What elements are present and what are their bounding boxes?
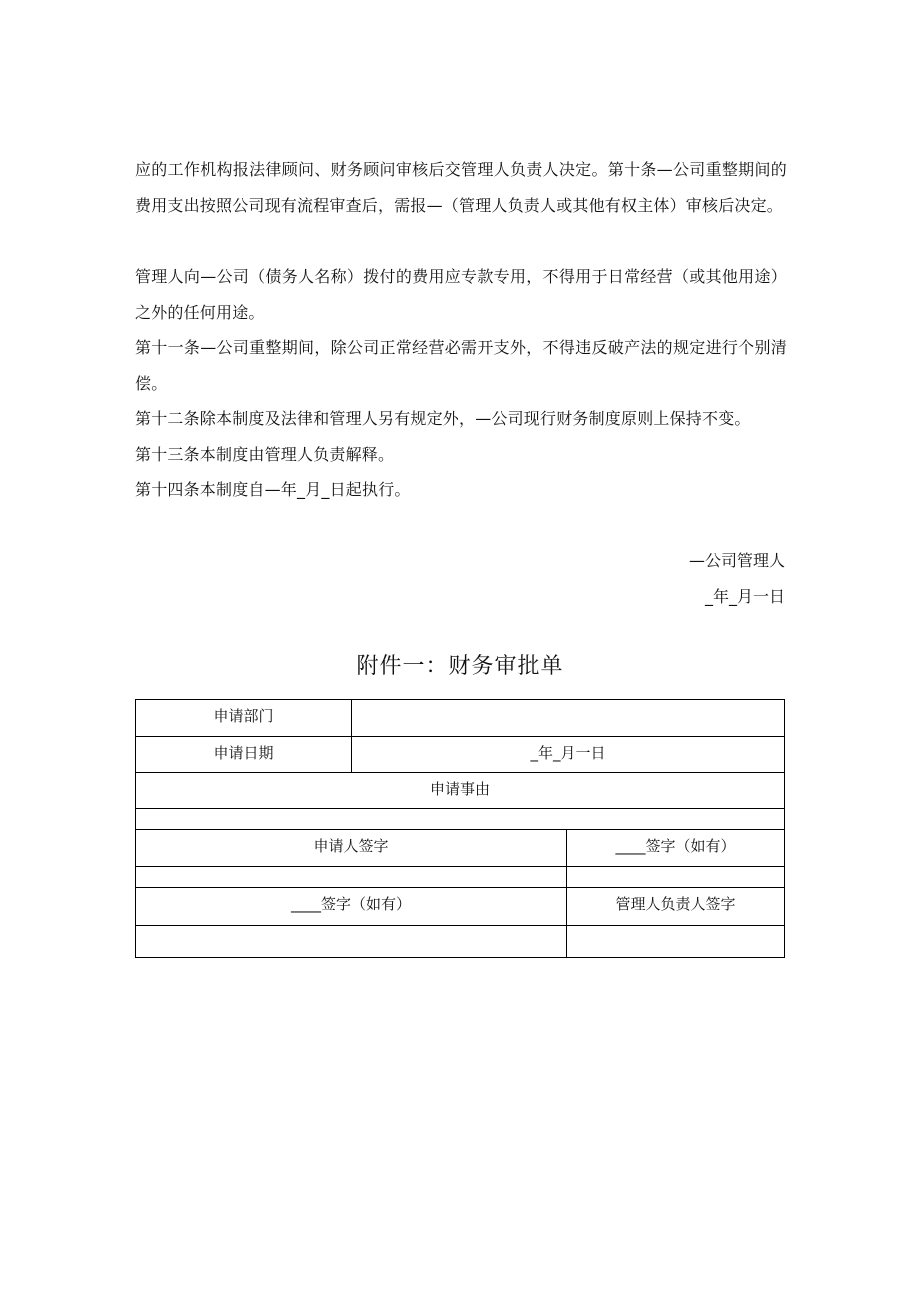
reason-value-cell[interactable] bbox=[135, 808, 785, 830]
date-value: _年_月一日 bbox=[530, 744, 606, 762]
reason-label-cell bbox=[135, 772, 785, 809]
other-sign-label-2: ____签字（如有） bbox=[290, 895, 411, 913]
manager-sign-label: 管理人负责人签字 bbox=[615, 895, 736, 913]
paragraph-5: 第十三条本制度由管理人负责解释。 bbox=[135, 445, 395, 464]
other-sign-cell-2[interactable] bbox=[135, 925, 567, 958]
paragraph-2: 管理人向—公司（债务人名称）拨付的费用应专款专用，不得用于日常经营（或其他用途）之外的任何用途。 bbox=[135, 267, 787, 322]
date-label: 申请日期 bbox=[213, 744, 274, 762]
date-label-cell bbox=[135, 736, 352, 773]
dept-value-cell[interactable] bbox=[351, 699, 785, 737]
date-value-cell[interactable] bbox=[351, 736, 785, 773]
dept-label: 申请部门 bbox=[213, 707, 274, 725]
other-sign-cell-1[interactable] bbox=[566, 866, 785, 888]
other-sign-label-cell-2 bbox=[135, 887, 567, 926]
reason-label: 申请事由 bbox=[429, 780, 490, 798]
signature-org: —公司管理人 bbox=[688, 551, 785, 570]
manager-sign-label-cell bbox=[566, 887, 785, 926]
applicant-sign-label: 申请人签字 bbox=[313, 837, 389, 855]
paragraph-6: 第十四条本制度自—年_月_日起执行。 bbox=[135, 480, 411, 499]
other-sign-label-1: ____签字（如有） bbox=[615, 837, 736, 855]
manager-sign-cell[interactable] bbox=[566, 925, 785, 958]
paragraph-4: 第十二条除本制度及法律和管理人另有规定外，—公司现行财务制度原则上保持不变。 bbox=[135, 409, 751, 428]
attachment-title: 附件一：财务审批单 bbox=[356, 654, 564, 679]
dept-label-cell bbox=[135, 699, 352, 737]
other-sign-label-cell-1 bbox=[566, 829, 785, 867]
applicant-sign-label-cell bbox=[135, 829, 567, 867]
paragraph-3: 第十一条—公司重整期间，除公司正常经营必需开支外，不得违反破产法的规定进行个别清偿。 bbox=[135, 338, 787, 393]
applicant-sign-cell[interactable] bbox=[135, 866, 567, 888]
signature-date: _年_月一日 bbox=[704, 587, 785, 606]
paragraph-1: 应的工作机构报法律顾问、财务顾问审核后交管理人负责人决定。第十条—公司重整期间的费用支出按照公司现有流程审查后，需报—（管理人负责人或其他有权主体）审核后决定。 bbox=[135, 160, 787, 215]
